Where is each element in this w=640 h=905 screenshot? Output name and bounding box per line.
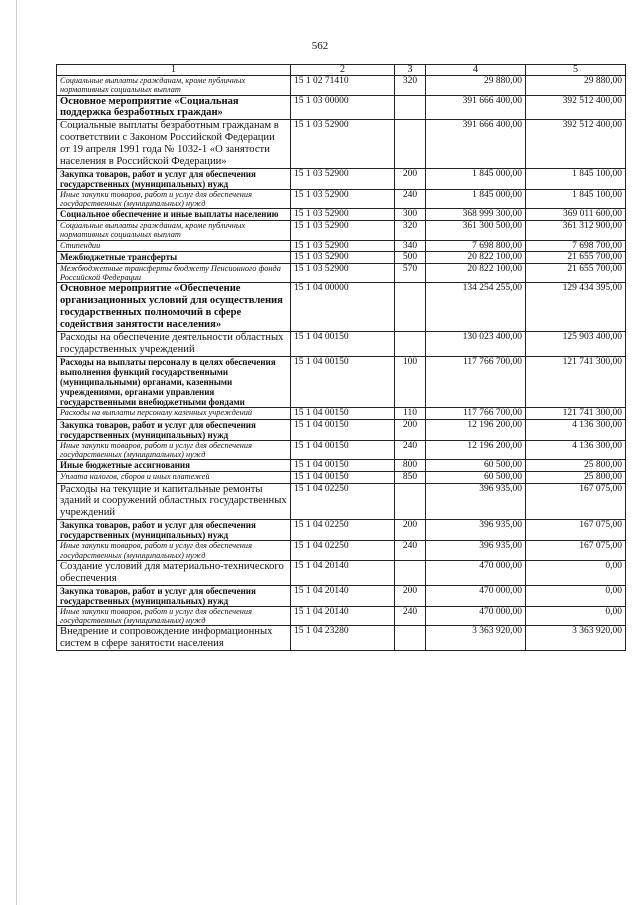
row-amount-1: 396 935,00	[426, 541, 526, 561]
row-amount-2: 0,00	[526, 560, 626, 585]
table-row	[57, 440, 626, 460]
row-expense-type: 570	[395, 263, 426, 283]
row-amount-1: 134 254 255,00	[426, 283, 526, 331]
row-amount-2: 3 363 920,00	[526, 626, 626, 651]
row-amount-1: 1 845 000,00	[426, 168, 526, 189]
row-code: 15 1 04 00150	[291, 419, 395, 440]
row-code: 15 1 02 71410	[291, 76, 395, 96]
table-row	[57, 471, 626, 483]
row-code: 15 1 04 20140	[291, 606, 395, 626]
header-row	[57, 65, 626, 76]
row-amount-2: 7 698 700,00	[526, 240, 626, 252]
row-expense-type	[395, 483, 426, 520]
row-code: 15 1 03 52900	[291, 263, 395, 283]
row-amount-2: 167 075,00	[526, 483, 626, 520]
row-name: Межбюджетные трансферты	[57, 252, 291, 264]
row-name: Закупка товаров, работ и услуг для обеспечения государственных (муниципальных) нужд	[57, 520, 291, 541]
row-amount-1: 391 666 400,00	[426, 120, 526, 168]
row-expense-type: 240	[395, 440, 426, 460]
row-amount-2: 167 075,00	[526, 541, 626, 561]
table-row	[57, 221, 626, 241]
row-code: 15 1 04 20140	[291, 585, 395, 606]
row-expense-type: 200	[395, 168, 426, 189]
row-code: 15 1 03 52900	[291, 168, 395, 189]
row-name: Социальные выплаты гражданам, кроме публичных нормативных социальных выплат	[57, 76, 291, 96]
row-code: 15 1 03 52900	[291, 189, 395, 209]
budget-table-body	[57, 65, 626, 651]
row-expense-type	[395, 560, 426, 585]
row-amount-1: 396 935,00	[426, 483, 526, 520]
table-row	[57, 240, 626, 252]
row-amount-1: 396 935,00	[426, 520, 526, 541]
row-code: 15 1 04 02250	[291, 483, 395, 520]
row-amount-1: 368 999 300,00	[426, 209, 526, 221]
row-code: 15 1 04 00150	[291, 407, 395, 419]
row-amount-1: 3 363 920,00	[426, 626, 526, 651]
row-code: 15 1 03 52900	[291, 240, 395, 252]
row-code: 15 1 04 00000	[291, 283, 395, 331]
row-amount-1: 391 666 400,00	[426, 95, 526, 120]
table-row	[57, 331, 626, 356]
row-name: Создание условий для материально-технического обеспечения	[57, 560, 291, 585]
row-amount-1: 12 196 200,00	[426, 440, 526, 460]
row-amount-2: 1 845 100,00	[526, 189, 626, 209]
row-name: Внедрение и сопровождение информационных систем в сфере занятости населения	[57, 626, 291, 651]
row-name: Межбюджетные трансферты бюджету Пенсионного фонда Российской Федерации	[57, 263, 291, 283]
scan-edge	[16, 0, 17, 905]
row-name: Расходы на выплаты персоналу казенных учреждений	[57, 407, 291, 419]
table-row	[57, 483, 626, 520]
table-row	[57, 76, 626, 96]
row-amount-2: 4 136 300,00	[526, 440, 626, 460]
row-name: Закупка товаров, работ и услуг для обеспечения государственных (муниципальных) нужд	[57, 168, 291, 189]
row-amount-2: 125 903 400,00	[526, 331, 626, 356]
table-row	[57, 356, 626, 407]
row-name: Основное мероприятие «Обеспечение организационных условий для осуществления государственных полномочий в сфере содействия занятости населения»	[57, 283, 291, 331]
row-amount-2: 1 845 100,00	[526, 168, 626, 189]
row-name: Социальные выплаты гражданам, кроме публичных нормативных социальных выплат	[57, 221, 291, 241]
page-number: 562	[311, 40, 329, 52]
row-amount-2: 21 655 700,00	[526, 263, 626, 283]
row-expense-type	[395, 95, 426, 120]
row-amount-2: 392 512 400,00	[526, 95, 626, 120]
row-expense-type: 240	[395, 606, 426, 626]
header-cell-name: 1	[57, 65, 291, 76]
row-amount-2: 361 312 900,00	[526, 221, 626, 241]
row-amount-1: 361 300 500,00	[426, 221, 526, 241]
row-amount-1: 1 845 000,00	[426, 189, 526, 209]
row-amount-2: 29 880,00	[526, 76, 626, 96]
row-amount-2: 25 800,00	[526, 460, 626, 472]
row-expense-type	[395, 120, 426, 168]
row-name: Иные бюджетные ассигнования	[57, 460, 291, 472]
row-expense-type: 240	[395, 541, 426, 561]
table-row	[57, 95, 626, 120]
row-code: 15 1 03 00000	[291, 95, 395, 120]
table-row	[57, 209, 626, 221]
row-expense-type: 200	[395, 585, 426, 606]
table-row	[57, 120, 626, 168]
row-name: Иные закупки товаров, работ и услуг для обеспечения государственных (муниципальных) нужд	[57, 606, 291, 626]
table-row	[57, 189, 626, 209]
row-amount-2: 129 434 395,00	[526, 283, 626, 331]
table-row	[57, 168, 626, 189]
row-name: Стипендии	[57, 240, 291, 252]
row-amount-2: 121 741 300,00	[526, 356, 626, 407]
row-name: Расходы на обеспечение деятельности областных государственных учреждений	[57, 331, 291, 356]
row-expense-type: 200	[395, 419, 426, 440]
row-amount-2: 0,00	[526, 606, 626, 626]
row-amount-2: 369 011 600,00	[526, 209, 626, 221]
row-name: Основное мероприятие «Социальная поддержка безработных граждан»	[57, 95, 291, 120]
row-amount-2: 167 075,00	[526, 520, 626, 541]
row-amount-1: 7 698 800,00	[426, 240, 526, 252]
row-code: 15 1 04 02250	[291, 541, 395, 561]
row-expense-type: 320	[395, 221, 426, 241]
row-name: Закупка товаров, работ и услуг для обеспечения государственных (муниципальных) нужд	[57, 419, 291, 440]
header-cell-expense-type: 3	[395, 65, 426, 76]
row-code: 15 1 03 52900	[291, 120, 395, 168]
row-expense-type: 110	[395, 407, 426, 419]
row-amount-1: 12 196 200,00	[426, 419, 526, 440]
row-amount-2: 392 512 400,00	[526, 120, 626, 168]
row-amount-2: 0,00	[526, 585, 626, 606]
header-cell-code: 2	[291, 65, 395, 76]
row-expense-type: 300	[395, 209, 426, 221]
row-amount-1: 60 500,00	[426, 471, 526, 483]
budget-table	[56, 64, 626, 651]
header-cell-amount-1: 4	[426, 65, 526, 76]
row-expense-type: 240	[395, 189, 426, 209]
row-name: Расходы на выплаты персоналу в целях обеспечения выполнения функций государственными (муниципальными) органами, казенными учреждениями, органами управления государственными внебюджетными фондами	[57, 356, 291, 407]
header-cell-amount-2: 5	[526, 65, 626, 76]
row-name: Иные закупки товаров, работ и услуг для обеспечения государственных (муниципальных) нужд	[57, 189, 291, 209]
table-row	[57, 419, 626, 440]
row-amount-2: 4 136 300,00	[526, 419, 626, 440]
row-name: Социальные выплаты безработным гражданам в соответствии с Законом Российской Федерации от 19 апреля 1991 года № 1032-1 «О занятости населения в Российской Федерации»	[57, 120, 291, 168]
row-expense-type: 200	[395, 520, 426, 541]
row-name: Расходы на текущие и капитальные ремонты зданий и сооружений областных государственных учреждений	[57, 483, 291, 520]
row-code: 15 1 04 00150	[291, 331, 395, 356]
row-expense-type	[395, 331, 426, 356]
row-code: 15 1 03 52900	[291, 221, 395, 241]
row-amount-1: 29 880,00	[426, 76, 526, 96]
row-amount-2: 25 800,00	[526, 471, 626, 483]
row-code: 15 1 03 52900	[291, 209, 395, 221]
table-row	[57, 626, 626, 651]
row-amount-1: 470 000,00	[426, 585, 526, 606]
row-expense-type	[395, 626, 426, 651]
row-name: Социальное обеспечение и иные выплаты населению	[57, 209, 291, 221]
row-name: Закупка товаров, работ и услуг для обеспечения государственных (муниципальных) нужд	[57, 585, 291, 606]
row-expense-type: 100	[395, 356, 426, 407]
table-row	[57, 541, 626, 561]
row-expense-type: 850	[395, 471, 426, 483]
row-code: 15 1 04 00150	[291, 460, 395, 472]
row-amount-1: 117 766 700,00	[426, 407, 526, 419]
table-row	[57, 585, 626, 606]
row-code: 15 1 04 02250	[291, 520, 395, 541]
row-code: 15 1 03 52900	[291, 252, 395, 264]
row-code: 15 1 04 00150	[291, 440, 395, 460]
row-code: 15 1 04 20140	[291, 560, 395, 585]
row-expense-type: 340	[395, 240, 426, 252]
row-code: 15 1 04 00150	[291, 356, 395, 407]
row-name: Иные закупки товаров, работ и услуг для обеспечения государственных (муниципальных) нужд	[57, 440, 291, 460]
row-amount-2: 121 741 300,00	[526, 407, 626, 419]
table-row	[57, 460, 626, 472]
table-row	[57, 263, 626, 283]
table-row	[57, 407, 626, 419]
row-amount-1: 20 822 100,00	[426, 263, 526, 283]
row-code: 15 1 04 23280	[291, 626, 395, 651]
table-row	[57, 560, 626, 585]
row-name: Иные закупки товаров, работ и услуг для обеспечения государственных (муниципальных) нужд	[57, 541, 291, 561]
row-amount-1: 20 822 100,00	[426, 252, 526, 264]
table-row	[57, 520, 626, 541]
row-amount-1: 470 000,00	[426, 606, 526, 626]
row-expense-type: 320	[395, 76, 426, 96]
row-amount-1: 117 766 700,00	[426, 356, 526, 407]
table-row	[57, 252, 626, 264]
row-expense-type	[395, 283, 426, 331]
row-code: 15 1 04 00150	[291, 471, 395, 483]
row-expense-type: 800	[395, 460, 426, 472]
row-name: Уплата налогов, сборов и иных платежей	[57, 471, 291, 483]
row-amount-2: 21 655 700,00	[526, 252, 626, 264]
row-amount-1: 60 500,00	[426, 460, 526, 472]
row-expense-type: 500	[395, 252, 426, 264]
row-amount-1: 130 023 400,00	[426, 331, 526, 356]
table-row	[57, 606, 626, 626]
table-row	[57, 283, 626, 331]
row-amount-1: 470 000,00	[426, 560, 526, 585]
